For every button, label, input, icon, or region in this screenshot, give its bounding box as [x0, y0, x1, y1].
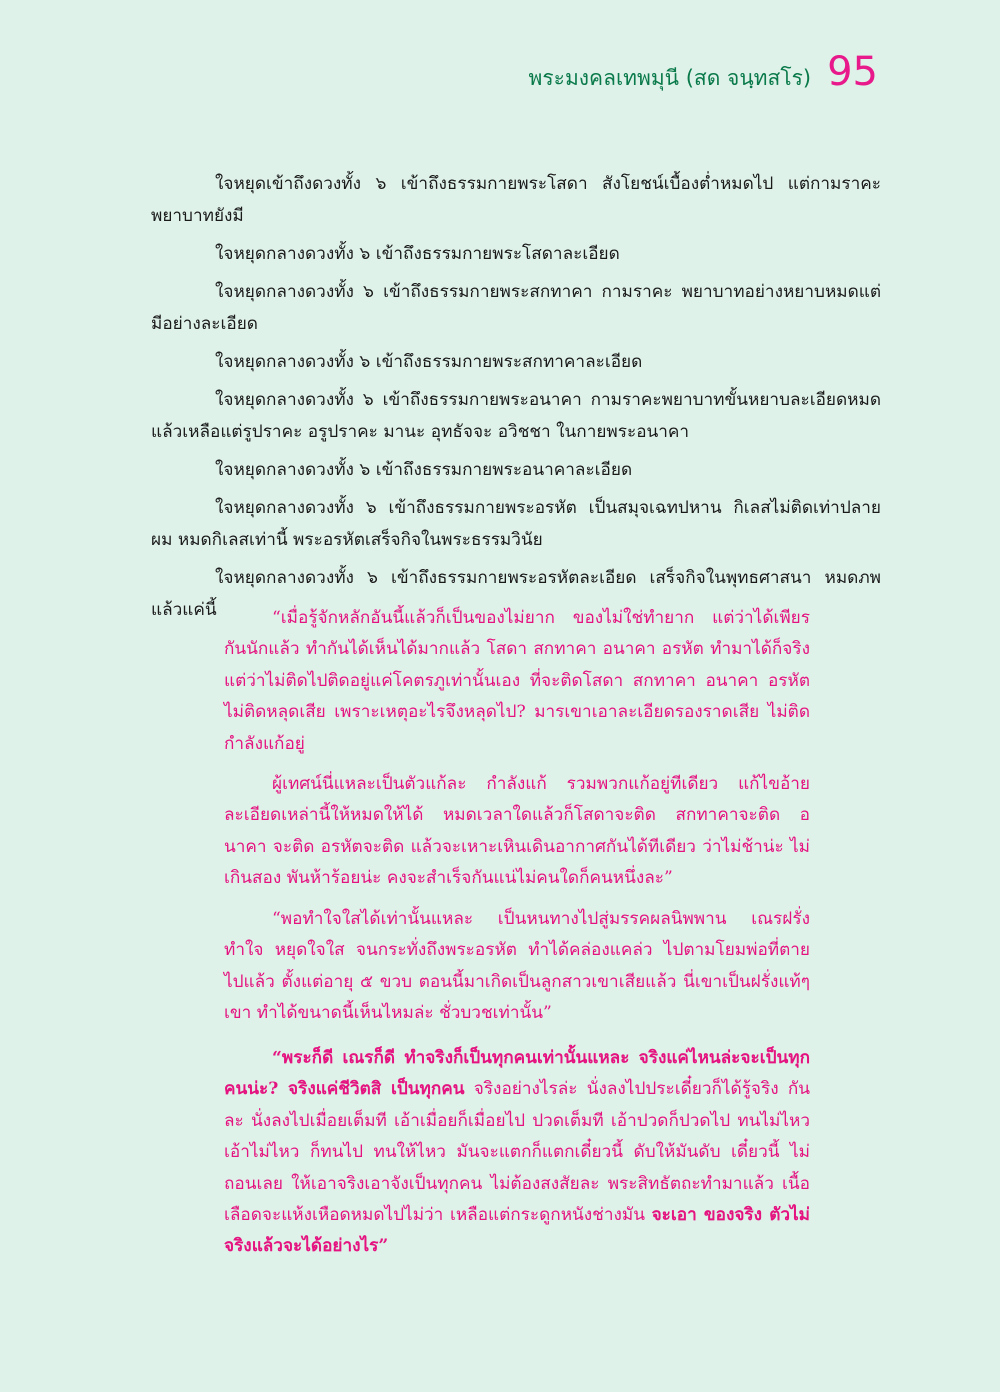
quote-middle-text: จริงอย่างไรล่ะ นั่งลงไปประเดี๋ยวก็ได้รู้จริง กัน ละ นั่งลงไปเมื่อยเต็มที เอ้าเมื่อยก็เมื่อยไป ปวดเต็มที เอ้าปวดก็ปวดไป ทนไม่ไหว เอ้าไม่ไหว ก็ทนไป ทนให้ไหว มันจะแตกก็แตกเดี๋ยวนี้ ดับให้มันดับ เดี๋ยวนี้ ไม่ ถอนเลย ให้เอาจริงเอาจังเป็นทุกคน ไม่ต้องสงสัยละ พระสิทธัตถะทำมาแล้ว เนื้อเลือดจะแห้งเหือดหมดไปไม่ว่า เหลือแต่กระดูกหนังช่างมัน	[224, 1079, 810, 1226]
body-paragraph: ใจหยุดกลางดวงทั้ง ๖ เข้าถึงธรรมกายพระโสดาละเอียด	[215, 244, 620, 264]
body-paragraph: ใจหยุดกลางดวงทั้ง ๖ เข้าถึงธรรมกายพระอนาคาละเอียด	[215, 460, 633, 480]
page-number: 95	[827, 49, 878, 95]
running-header-title: พระมงคลเทพมุนี (สด จนฺทสโร)	[528, 66, 812, 90]
body-paragraph: ใจหยุดกลางดวงทั้ง ๖ เข้าถึงธรรมกายพระอรหัต เป็นสมุจเฉทปหาน กิเลสไม่ติดเท่าปลาย ผม หมดกิเลสเท่านี้ พระอรหัตเสร็จกิจในพระธรรมวินัย	[151, 498, 881, 550]
quote-paragraph	[224, 1043, 810, 1263]
quote-block-3	[224, 1043, 810, 1272]
page-header	[528, 49, 878, 95]
quote-paragraph: ผู้เทศน์นี่แหละเป็นตัวแก้ละ กำลังแก้ รวมพวกแก้อยู่ทีเดียว แก้ไขอ้าย ละเอียดเหล่านี้ให้หมดให้ได้ หมดเวลาใดแล้วก็โสดาจะติด สกทาคาจะติด อนาคา จะติด อรหัตจะติด แล้วจะเหาะเหินเดินอากาศกันได้ทีเดียว ว่าไม่ช้าน่ะ ไม่เกินสอง พันห้าร้อยน่ะ คงจะสำเร็จกันแน่ไม่คนใดก็คนหนึ่งละ”	[224, 774, 810, 889]
body-paragraph: ใจหยุดกลางดวงทั้ง ๖ เข้าถึงธรรมกายพระอรหัตละเอียด เสร็จกิจในพุทธศาสนา หมดภพ แล้วแค่นี้	[151, 568, 881, 620]
quote-paragraph: “เมื่อรู้จักหลักอันนี้แล้วก็เป็นของไม่ยาก ของไม่ใช่ทำยาก แต่ว่าได้เพียร กันนักแล้ว ทำกันได้เห็นได้มากแล้ว โสดา สกทาคา อนาคา อรหัต ทำมาได้ก็จริง แต่ว่าไม่ติดไปติดอยู่แค่โคตรภูเท่านั้นเอง ที่จะติดโสดา สกทาคา อนาคา อรหัต ไม่ติดหลุดเสีย เพราะเหตุอะไรจึงหลุดไป? มารเขาเอาละเอียดรองราดเสีย ไม่ติด กำลังแก้อยู่	[224, 608, 810, 754]
quote-bold-start: “พระก็ดี เณรก็ดี ทำจริงก็เป็นทุกคนเท่านั้นแหละ จริงแค่ไหนล่ะจะเป็นทุก คนน่ะ? จริงแค่ชีวิตสิ เป็นทุกคน	[224, 1048, 810, 1100]
quote-block-2	[224, 904, 810, 1039]
body-paragraph: ใจหยุดเข้าถึงดวงทั้ง ๖ เข้าถึงธรรมกายพระโสดา สังโยชน์เบื้องต่ำหมดไป แต่กามราคะ พยาบาทยังมี	[151, 174, 881, 226]
quote-bold-end: จะเอา ของจริง ตัวไม่จริงแล้วจะได้อย่างไร”	[224, 1205, 810, 1257]
body-paragraph: ใจหยุดกลางดวงทั้ง ๖ เข้าถึงธรรมกายพระสกทาคาละเอียด	[215, 352, 643, 372]
quote-block-1	[224, 603, 810, 904]
body-paragraph: ใจหยุดกลางดวงทั้ง ๖ เข้าถึงธรรมกายพระสกทาคา กามราคะ พยาบาทอย่างหยาบหมดแต่ มีอย่างละเอียด	[151, 282, 881, 334]
body-paragraph: ใจหยุดกลางดวงทั้ง ๖ เข้าถึงธรรมกายพระอนาคา กามราคะพยาบาทขั้นหยาบละเอียดหมด แล้วเหลือแต่รูปราคะ อรูปราคะ มานะ อุทธัจจะ อวิชชา ในกายพระอนาคา	[151, 390, 881, 442]
quote-paragraph: “พอทำใจใสได้เท่านั้นแหละ เป็นหนทางไปสู่มรรคผลนิพพาน เณรฝรั่ง ทำใจ หยุดใจใส จนกระทั่งถึงพระอรหัต ทำได้คล่องแคล่ว ไปตามโยมพ่อที่ตาย ไปแล้ว ตั้งแต่อายุ ๕ ขวบ ตอนนี้มาเกิดเป็นลูกสาวเขาเสียแล้ว นี่เขาเป็นฝรั่งแท้ๆ เขา ทำได้ขนาดนี้เห็นไหมล่ะ ชั่วบวชเท่านั้น”	[224, 909, 810, 1024]
main-body-text	[151, 168, 881, 632]
